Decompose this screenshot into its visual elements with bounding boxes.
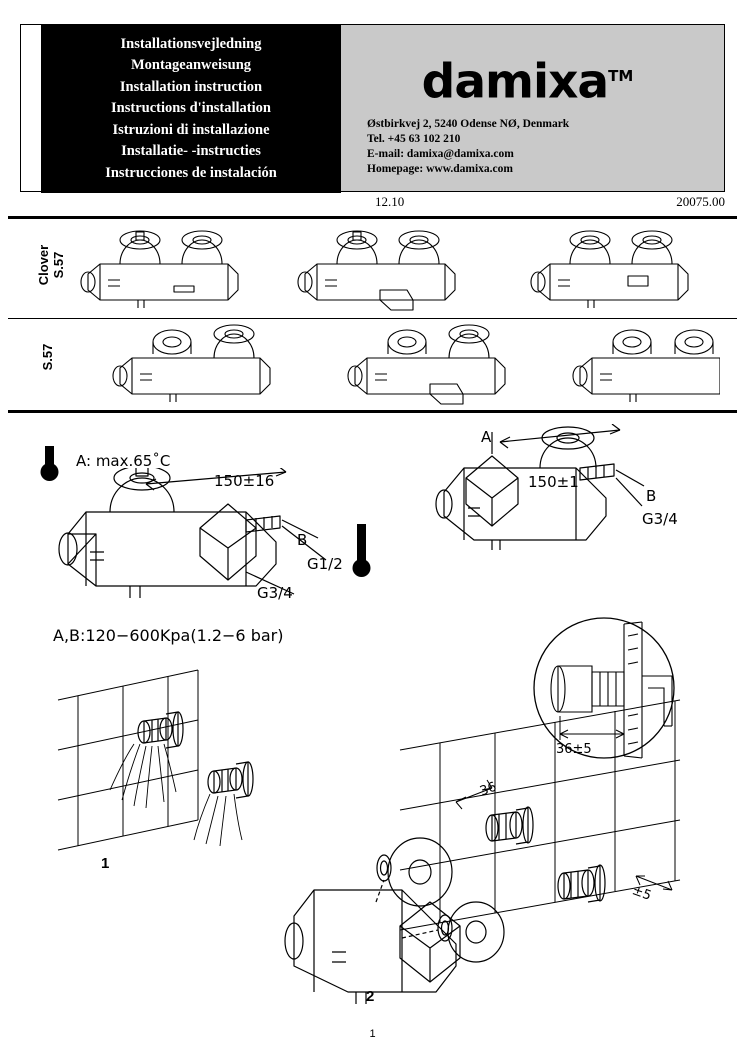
- thread-g34-left: G3/4: [257, 584, 293, 602]
- dimension-tolerance-5: ±5: [630, 883, 654, 904]
- product-row-s57: [100, 322, 720, 408]
- step1-diagram: [48, 660, 288, 860]
- address-line-1: Østbirkvej 2, 5240 Odense NØ, Denmark: [367, 118, 570, 130]
- brand-name: damixa: [421, 54, 609, 110]
- port-a-right: A: [481, 428, 492, 446]
- document-date: 12.10: [375, 194, 405, 209]
- thread-g12: G1/2: [307, 555, 343, 573]
- company-address: [367, 117, 569, 177]
- document-number: 20075.00: [676, 194, 725, 209]
- header-right: [341, 25, 724, 191]
- product-label-s57-text: S.57: [40, 343, 55, 371]
- document-meta-row: [20, 194, 725, 216]
- page-number: 1: [369, 1028, 376, 1040]
- step2-number: 2: [366, 988, 375, 1005]
- brand-logo: [341, 53, 714, 110]
- trademark-symbol: TM: [608, 67, 634, 85]
- dimension-150-1: 150±1: [528, 473, 579, 491]
- divider-top: [8, 216, 737, 219]
- product-row-clover: [60, 224, 720, 316]
- divider-bottom: [8, 410, 737, 413]
- dimension-150-16: 150±16: [214, 472, 275, 490]
- product-label-clover-line1: Clover: [36, 244, 51, 286]
- title-es: Instrucciones de instalación: [105, 164, 277, 181]
- document-header: [20, 24, 725, 192]
- title-fr: Instructions d'installation: [111, 100, 271, 117]
- dimension-36: 36: [477, 779, 499, 800]
- header-left: [21, 25, 341, 191]
- port-b-right: B: [646, 487, 657, 505]
- title-en: Installation instruction: [119, 78, 263, 95]
- product-label-s57: [40, 322, 55, 392]
- title-it: Istruzioni di installazione: [112, 121, 270, 138]
- address-line-2: Tel. +45 63 102 210: [367, 133, 461, 145]
- pressure-range-label: A,B:120−600Kpa(1.2−6 bar): [53, 626, 284, 645]
- address-line-4: Homepage: www.damixa.com: [367, 163, 513, 175]
- port-b-left: B: [297, 531, 308, 549]
- title-da: Installationsvejledning: [120, 35, 262, 52]
- detail-dimension-36-5: 36±5: [556, 742, 592, 757]
- title-nl: Installatie- -instructies: [121, 143, 261, 160]
- step2-diagram: [280, 690, 700, 1020]
- title-de: Montageanweisung: [130, 57, 252, 74]
- language-title-box: [41, 25, 341, 193]
- thread-g34-right: G3/4: [642, 510, 678, 528]
- max-temperature-label: A: max.65˚C: [76, 452, 171, 470]
- divider-mid: [8, 318, 737, 319]
- address-line-3: E-mail: damixa@damixa.com: [367, 148, 514, 160]
- product-label-clover-line2: S.57: [51, 251, 66, 279]
- step1-number: 1: [101, 855, 110, 872]
